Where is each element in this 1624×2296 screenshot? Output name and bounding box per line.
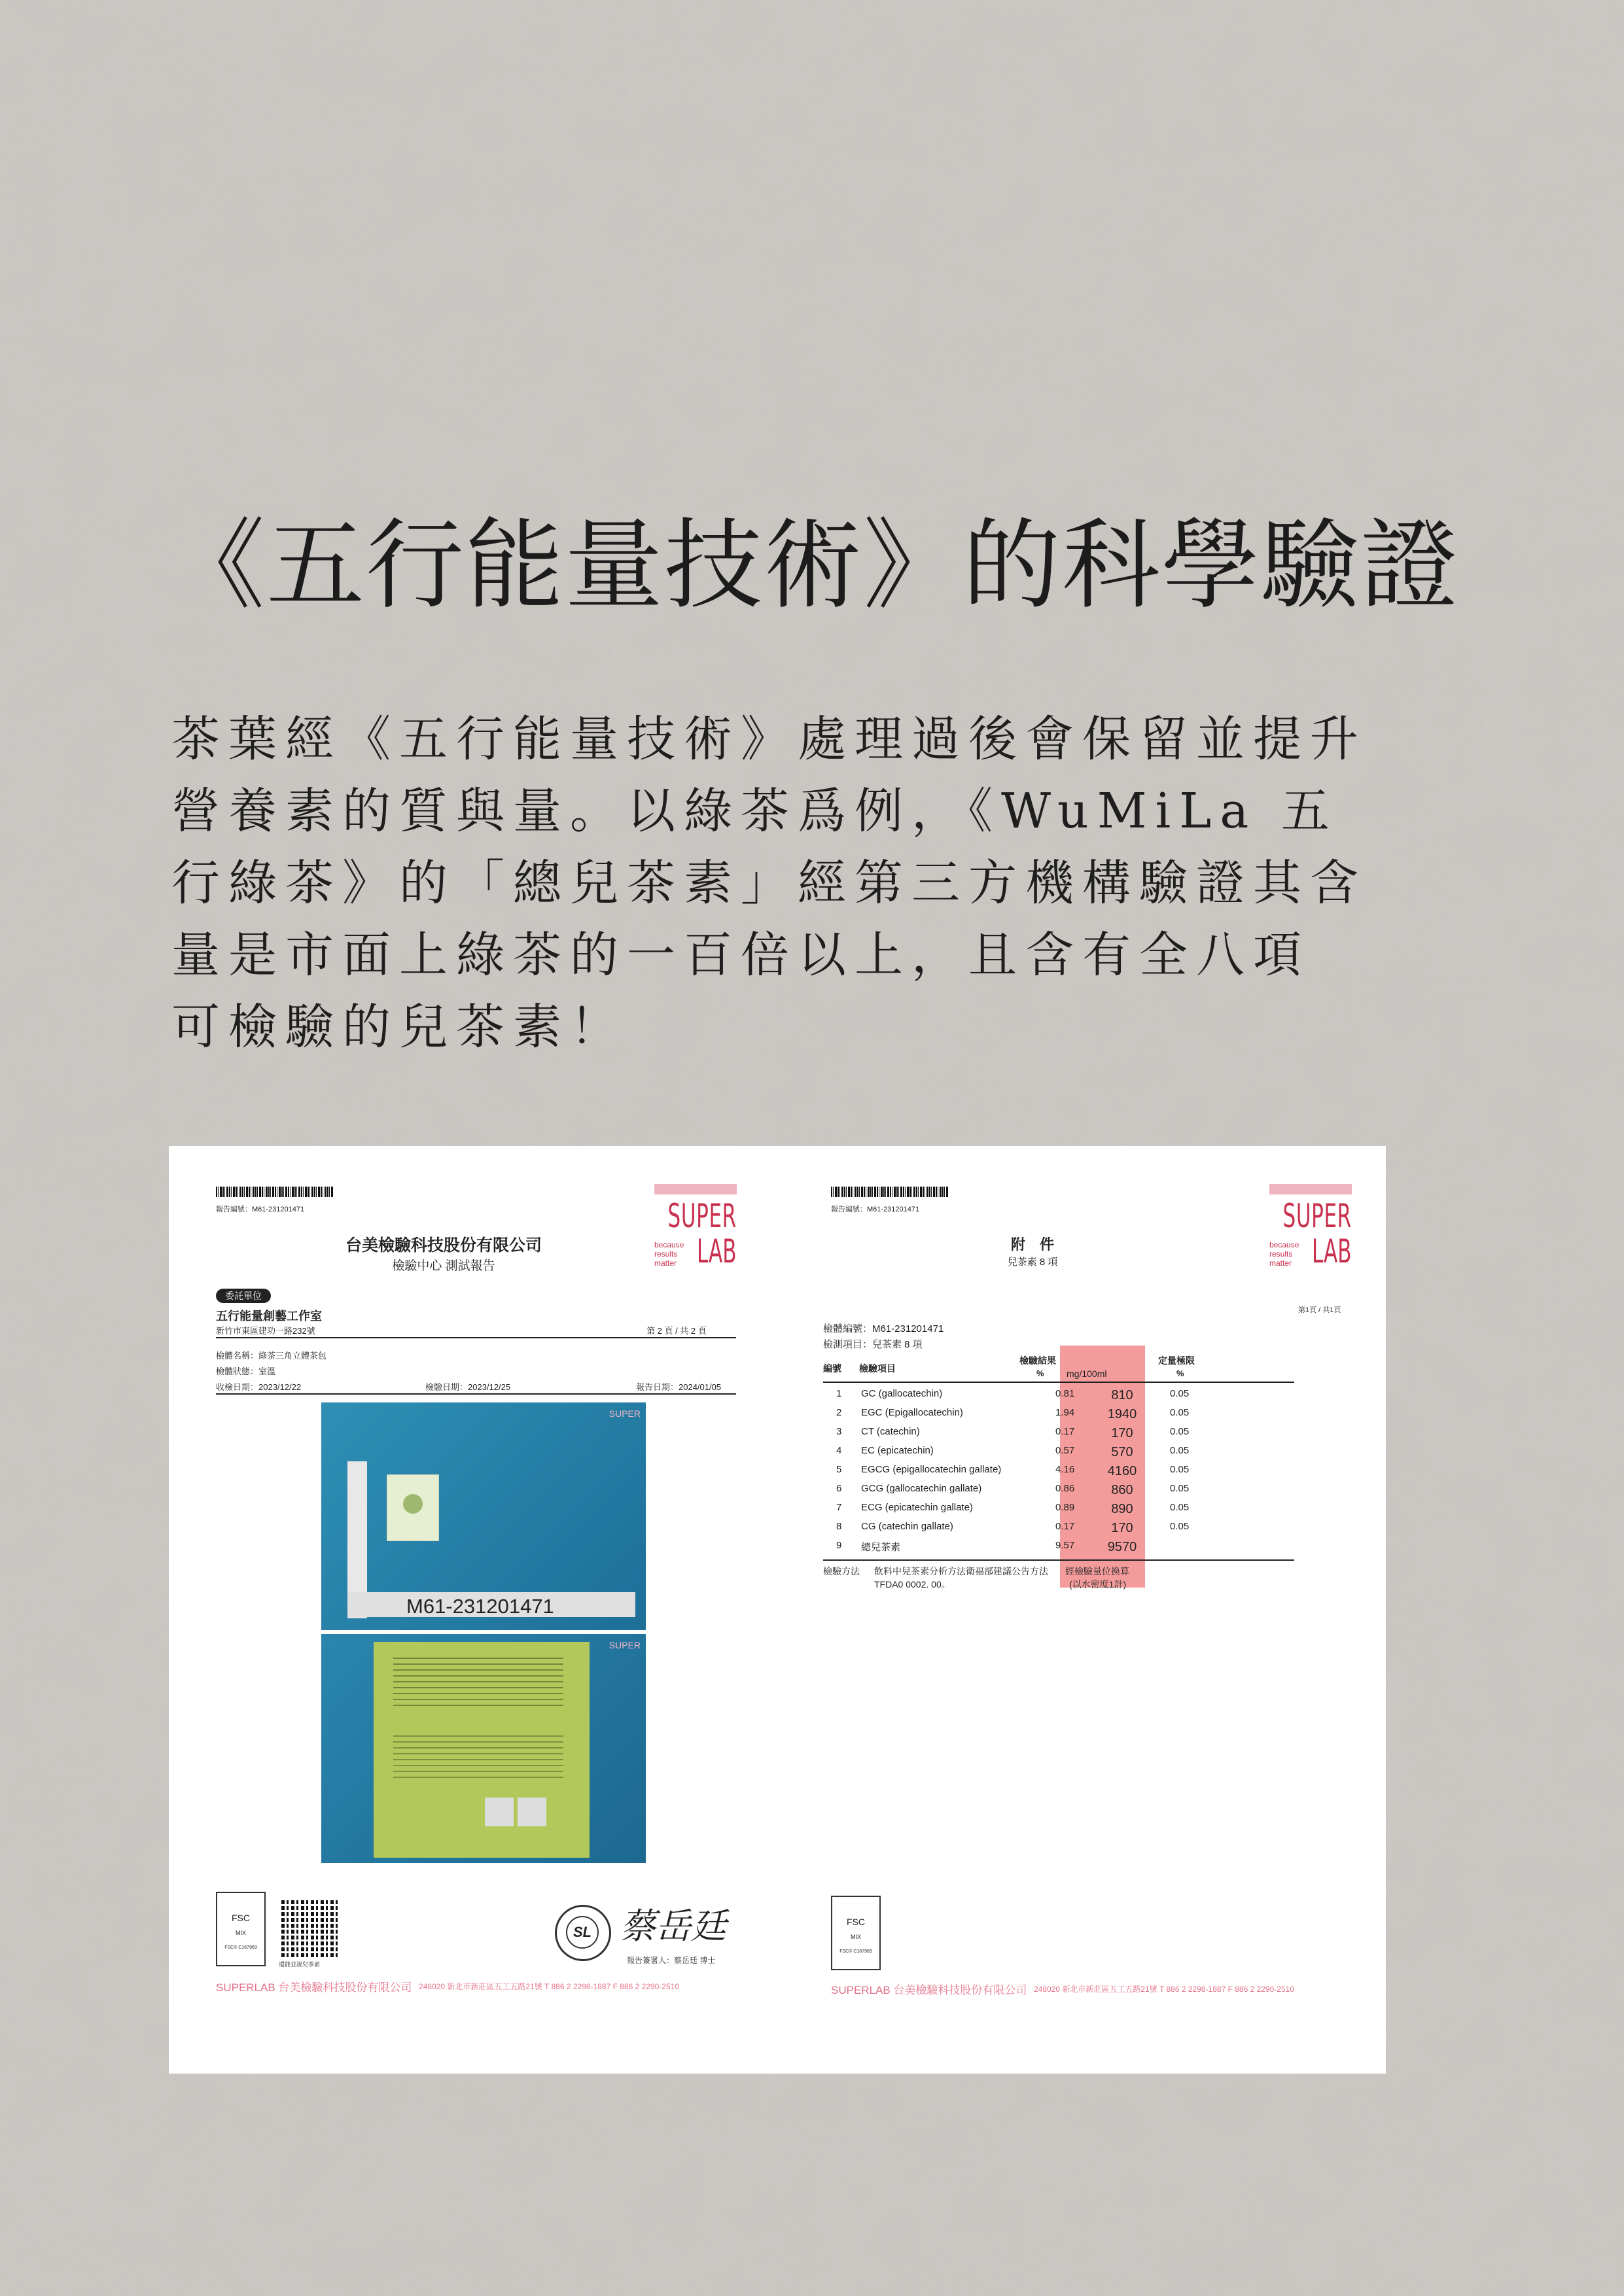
table-row: 7 ECG (epicatechin gallate) 0.89 890 0.05 xyxy=(836,1502,1190,1516)
sample-photo-front: M61-231201471 SUPER xyxy=(321,1402,646,1630)
sample-name: 檢體名稱：綠茶三角立體茶包 xyxy=(216,1351,327,1361)
intro-line: 量是市面上綠茶的一百倍以上，且含有全八項 xyxy=(171,927,1310,983)
sample-number: 檢體編號：M61-231201471 xyxy=(823,1323,944,1334)
signature: 蔡岳廷 xyxy=(620,1905,726,1947)
header-mg: mg/100ml xyxy=(1067,1368,1107,1379)
barcode xyxy=(216,1187,334,1197)
table-row: 3 CT (catechin) 0.17 170 0.05 xyxy=(836,1426,1190,1440)
intro-line: 行綠茶》的「總兒茶素」經第三方機構驗證其含 xyxy=(171,855,1367,911)
report-date: 報告日期：2024/01/05 xyxy=(636,1382,722,1392)
method-label: 檢驗方法 xyxy=(823,1566,860,1576)
header-limit: 定量極限 xyxy=(1158,1355,1195,1366)
photo-sample-label: M61-231201471 xyxy=(406,1595,554,1618)
signer: 報告簽署人：蔡岳廷 博士 xyxy=(627,1956,716,1965)
table-row: 2 EGC (Epigallocatechin) 1.94 1940 0.05 xyxy=(836,1407,1190,1421)
table-row: 5 EGCG (epigallocatechin gallate) 4.16 4160 0.05 xyxy=(836,1464,1190,1478)
barcode xyxy=(831,1187,949,1197)
header-result: 檢驗結果 xyxy=(1019,1355,1056,1366)
fsc-mark: FSC MIX FSC® C167969 xyxy=(831,1896,881,1970)
intro-line: 營養素的質與量。以綠茶爲例，《WuMiLa 五 xyxy=(171,783,1338,839)
sample-photo-back: SUPER xyxy=(321,1634,646,1863)
test-item: 檢測項目：兒茶素 8 項 xyxy=(823,1339,923,1350)
method-text: 飲料中兒茶素分析方法衛福部建議公告方法 xyxy=(874,1566,1048,1576)
annex-subheading: 兒茶素 8 項 xyxy=(1007,1257,1058,1268)
lab-report-image xyxy=(169,1146,1386,2074)
page-title: 《五行能量技術》的科學驗證 xyxy=(167,509,1460,623)
annex-heading: 附 件 xyxy=(1010,1236,1054,1253)
table-row: 8 CG (catechin gallate) 0.17 170 0.05 xyxy=(836,1521,1190,1535)
table-row: 4 EC (epicatechin) 0.57 570 0.05 xyxy=(836,1445,1190,1459)
intro-line: 可檢驗的兒茶素！ xyxy=(171,999,627,1055)
footer-address: 248020 新北市新莊區五工五路21號 T 886 2 2298-1887 F 886 2 2290-2510 xyxy=(419,1982,680,1991)
received-date: 收檢日期：2023/12/22 xyxy=(216,1382,302,1392)
sample-state: 檢體狀態：室溫 xyxy=(216,1366,276,1376)
report-number: 報告編號：M61-231201471 xyxy=(831,1206,920,1213)
density-note: (以水密度1計) xyxy=(1069,1579,1127,1590)
page-indicator: 第1頁 / 共1頁 xyxy=(1298,1306,1341,1314)
footer-brand: SUPERLAB 台美檢驗科技股份有限公司 xyxy=(831,1984,1027,1996)
table-row: 6 GCG (gallocatechin gallate) 0.86 860 0.05 xyxy=(836,1483,1190,1497)
superlab-logo: SUPER LAB because results matter xyxy=(1269,1184,1352,1273)
client-badge: 委託單位 xyxy=(216,1289,271,1303)
unit-note: 經檢驗量位換算 xyxy=(1065,1566,1129,1576)
lab-seal: SL xyxy=(555,1905,611,1961)
table-row: 9 總兒茶素 9.57 9570 xyxy=(836,1540,1137,1554)
client-name: 五行能量創藝工作室 xyxy=(216,1310,322,1323)
client-address: 新竹市東區建功一路232號 xyxy=(216,1326,315,1336)
method-code: TFDA0 0002. 00。 xyxy=(874,1579,951,1590)
header-limit-pct: % xyxy=(1176,1368,1184,1378)
superlab-logo: SUPER LAB because results matter xyxy=(654,1184,737,1273)
report-page-left xyxy=(169,1146,777,2074)
header-item: 檢驗項目 xyxy=(859,1363,896,1374)
header-pct: % xyxy=(1036,1368,1044,1378)
footer-address: 248020 新北市新莊區五工五路21號 T 886 2 2298-1887 F 886 2 2290-2510 xyxy=(1034,1985,1295,1994)
report-number: 報告編號：M61-231201471 xyxy=(216,1206,305,1213)
header-no: 編號 xyxy=(823,1363,841,1374)
intro-line: 茶葉經《五行能量技術》處理過後會保留並提升 xyxy=(171,711,1367,767)
lab-company-name: 台美檢驗科技股份有限公司 xyxy=(345,1236,542,1255)
qr-code xyxy=(281,1898,340,1957)
qr-caption: 還能並說兒茶素 xyxy=(279,1961,321,1968)
footer-brand: SUPERLAB 台美檢驗科技股份有限公司 xyxy=(216,1981,412,1994)
report-page-right xyxy=(784,1146,1392,2074)
test-date: 檢驗日期：2023/12/25 xyxy=(425,1382,511,1392)
page-indicator: 第 2 頁 / 共 2 頁 xyxy=(646,1326,707,1336)
intro-paragraph xyxy=(171,703,1367,1063)
report-subtitle: 檢驗中心 測試報告 xyxy=(392,1259,495,1273)
table-row: 1 GC (gallocatechin) 0.81 810 0.05 xyxy=(836,1388,1190,1402)
fsc-mark: FSC MIX FSC® C167969 xyxy=(216,1892,266,1966)
